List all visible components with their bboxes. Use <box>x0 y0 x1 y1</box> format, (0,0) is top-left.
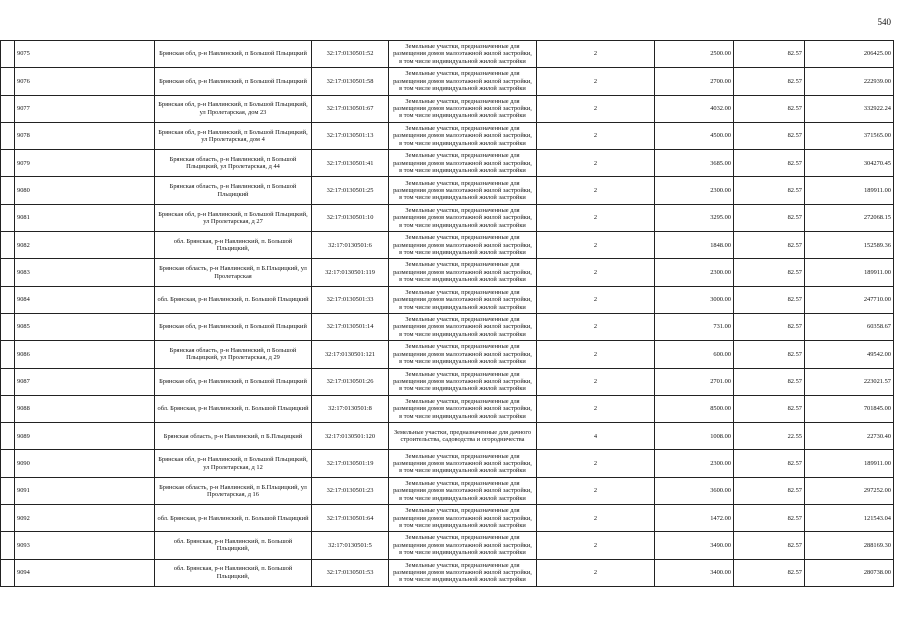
cadastral-value-cell: 288169.30 <box>805 532 894 559</box>
land-use-cell: Земельные участки, предназначенные для размещения домов малоэтажной жилой застройки, в том числе индивидуальной жилой застройки <box>389 313 537 340</box>
row-number-cell: 9087 <box>15 368 155 395</box>
cadastral-value-cell: 189911.00 <box>805 259 894 286</box>
row-marker-cell <box>1 532 15 559</box>
category-cell: 2 <box>537 95 655 122</box>
cadastral-value-cell: 297252.00 <box>805 477 894 504</box>
table-row <box>1 232 894 259</box>
area-cell: 600.00 <box>655 341 734 368</box>
land-use-cell: Земельные участки, предназначенные для размещения домов малоэтажной жилой застройки, в том числе индивидуальной жилой застройки <box>389 95 537 122</box>
category-cell: 2 <box>537 368 655 395</box>
specific-value-cell: 82.57 <box>734 477 805 504</box>
category-cell: 2 <box>537 505 655 532</box>
table-body <box>1 41 894 587</box>
area-cell: 2500.00 <box>655 41 734 68</box>
table-row <box>1 505 894 532</box>
table-row <box>1 177 894 204</box>
cadastral-value-cell: 371565.00 <box>805 122 894 149</box>
address-cell: Брянская обл, р-н Навлинский, п Большой Пльцицкий <box>155 368 312 395</box>
cadastral-number-cell: 32:17:0130501:33 <box>312 286 389 313</box>
area-cell: 2300.00 <box>655 259 734 286</box>
area-cell: 2300.00 <box>655 177 734 204</box>
cadastral-number-cell: 32:17:0130501:41 <box>312 150 389 177</box>
row-marker-cell <box>1 232 15 259</box>
row-number-cell: 9089 <box>15 423 155 450</box>
cadastral-value-cell: 222939.00 <box>805 68 894 95</box>
page-number: 540 <box>877 17 891 27</box>
row-marker-cell <box>1 368 15 395</box>
cadastral-number-cell: 32:17:0130501:26 <box>312 368 389 395</box>
table-row <box>1 559 894 586</box>
area-cell: 3400.00 <box>655 559 734 586</box>
cadastral-number-cell: 32:17:0130501:23 <box>312 477 389 504</box>
row-number-cell: 9093 <box>15 532 155 559</box>
cadastral-value-cell: 189911.00 <box>805 177 894 204</box>
category-cell: 2 <box>537 177 655 204</box>
cadastral-number-cell: 32:17:0130501:67 <box>312 95 389 122</box>
row-marker-cell <box>1 177 15 204</box>
cadastral-number-cell: 32:17:0130501:13 <box>312 122 389 149</box>
cadastral-number-cell: 32:17:0130501:25 <box>312 177 389 204</box>
area-cell: 1008.00 <box>655 423 734 450</box>
category-cell: 2 <box>537 41 655 68</box>
category-cell: 2 <box>537 450 655 477</box>
cadastral-value-cell: 223021.57 <box>805 368 894 395</box>
land-use-cell: Земельные участки, предназначенные для размещения домов малоэтажной жилой застройки, в том числе индивидуальной жилой застройки <box>389 368 537 395</box>
cadastral-value-cell: 121543.04 <box>805 505 894 532</box>
cadastral-value-cell: 304270.45 <box>805 150 894 177</box>
specific-value-cell: 22.55 <box>734 423 805 450</box>
row-number-cell: 9075 <box>15 41 155 68</box>
row-marker-cell <box>1 204 15 231</box>
row-number-cell: 9083 <box>15 259 155 286</box>
cadastral-value-cell: 206425.00 <box>805 41 894 68</box>
land-use-cell: Земельные участки, предназначенные для размещения домов малоэтажной жилой застройки, в том числе индивидуальной жилой застройки <box>389 395 537 422</box>
table-row <box>1 68 894 95</box>
specific-value-cell: 82.57 <box>734 286 805 313</box>
cadastral-number-cell: 32:17:0130501:121 <box>312 341 389 368</box>
cadastral-value-cell: 22730.40 <box>805 423 894 450</box>
cadastral-number-cell: 32:17:0130501:52 <box>312 41 389 68</box>
cadastral-value-table <box>0 40 894 587</box>
land-use-cell: Земельные участки, предназначенные для размещения домов малоэтажной жилой застройки, в том числе индивидуальной жилой застройки <box>389 41 537 68</box>
land-use-cell: Земельные участки, предназначенные для размещения домов малоэтажной жилой застройки, в том числе индивидуальной жилой застройки <box>389 122 537 149</box>
address-cell: обл. Брянская, р-н Навлинский, п. Большой Пльцицкий, <box>155 232 312 259</box>
row-marker-cell <box>1 313 15 340</box>
specific-value-cell: 82.57 <box>734 368 805 395</box>
specific-value-cell: 82.57 <box>734 450 805 477</box>
row-marker-cell <box>1 41 15 68</box>
row-marker-cell <box>1 259 15 286</box>
address-cell: Брянская обл, р-н Навлинский, п Большой Пльцицкий <box>155 41 312 68</box>
cadastral-value-cell: 189911.00 <box>805 450 894 477</box>
row-number-cell: 9079 <box>15 150 155 177</box>
category-cell: 2 <box>537 204 655 231</box>
row-number-cell: 9081 <box>15 204 155 231</box>
table-row <box>1 259 894 286</box>
category-cell: 2 <box>537 286 655 313</box>
address-cell: Брянская обл, р-н Навлинский, п Большой Пльцицкий, ул Пролетарская, д 12 <box>155 450 312 477</box>
row-marker-cell <box>1 477 15 504</box>
cadastral-number-cell: 32:17:0130501:64 <box>312 505 389 532</box>
row-number-cell: 9094 <box>15 559 155 586</box>
cadastral-number-cell: 32:17:0130501:58 <box>312 68 389 95</box>
area-cell: 3000.00 <box>655 286 734 313</box>
row-number-cell: 9084 <box>15 286 155 313</box>
area-cell: 1848.00 <box>655 232 734 259</box>
category-cell: 2 <box>537 150 655 177</box>
area-cell: 4500.00 <box>655 122 734 149</box>
row-number-cell: 9086 <box>15 341 155 368</box>
land-use-cell: Земельные участки, предназначенные для размещения домов малоэтажной жилой застройки, в том числе индивидуальной жилой застройки <box>389 177 537 204</box>
cadastral-number-cell: 32:17:0130501:8 <box>312 395 389 422</box>
row-number-cell: 9085 <box>15 313 155 340</box>
row-marker-cell <box>1 559 15 586</box>
cadastral-number-cell: 32:17:0130501:6 <box>312 232 389 259</box>
land-use-cell: Земельные участки, предназначенные для размещения домов малоэтажной жилой застройки, в том числе индивидуальной жилой застройки <box>389 532 537 559</box>
area-cell: 3685.00 <box>655 150 734 177</box>
land-use-cell: Земельные участки, предназначенные для размещения домов малоэтажной жилой застройки, в том числе индивидуальной жилой застройки <box>389 341 537 368</box>
land-use-cell: Земельные участки, предназначенные для размещения домов малоэтажной жилой застройки, в том числе индивидуальной жилой застройки <box>389 559 537 586</box>
row-number-cell: 9082 <box>15 232 155 259</box>
cadastral-number-cell: 32:17:0130501:119 <box>312 259 389 286</box>
cadastral-value-cell: 272068.15 <box>805 204 894 231</box>
category-cell: 2 <box>537 122 655 149</box>
specific-value-cell: 82.57 <box>734 259 805 286</box>
area-cell: 2700.00 <box>655 68 734 95</box>
row-marker-cell <box>1 341 15 368</box>
row-marker-cell <box>1 95 15 122</box>
land-use-cell: Земельные участки, предназначенные для размещения домов малоэтажной жилой застройки, в том числе индивидуальной жилой застройки <box>389 450 537 477</box>
row-number-cell: 9076 <box>15 68 155 95</box>
category-cell: 2 <box>537 259 655 286</box>
row-number-cell: 9092 <box>15 505 155 532</box>
row-marker-cell <box>1 122 15 149</box>
address-cell: обл. Брянская, р-н Навлинский, п. Большой Пльцицкий <box>155 395 312 422</box>
cadastral-number-cell: 32:17:0130501:120 <box>312 423 389 450</box>
table-row <box>1 286 894 313</box>
specific-value-cell: 82.57 <box>734 122 805 149</box>
category-cell: 2 <box>537 68 655 95</box>
category-cell: 2 <box>537 559 655 586</box>
category-cell: 2 <box>537 532 655 559</box>
area-cell: 3490.00 <box>655 532 734 559</box>
land-use-cell: Земельные участки, предназначенные для размещения домов малоэтажной жилой застройки, в том числе индивидуальной жилой застройки <box>389 259 537 286</box>
specific-value-cell: 82.57 <box>734 232 805 259</box>
category-cell: 2 <box>537 477 655 504</box>
row-number-cell: 9091 <box>15 477 155 504</box>
row-marker-cell <box>1 423 15 450</box>
category-cell: 2 <box>537 313 655 340</box>
address-cell: Брянская область, р-н Навлинский, п Большой Пльцицкий, ул Пролетарская, д 44 <box>155 150 312 177</box>
land-use-cell: Земельные участки, предназначенные для размещения домов малоэтажной жилой застройки, в том числе индивидуальной жилой застройки <box>389 232 537 259</box>
table-row <box>1 150 894 177</box>
table-row <box>1 204 894 231</box>
category-cell: 2 <box>537 341 655 368</box>
cadastral-number-cell: 32:17:0130501:14 <box>312 313 389 340</box>
specific-value-cell: 82.57 <box>734 505 805 532</box>
category-cell: 2 <box>537 395 655 422</box>
specific-value-cell: 82.57 <box>734 177 805 204</box>
area-cell: 8500.00 <box>655 395 734 422</box>
cadastral-value-cell: 152589.36 <box>805 232 894 259</box>
address-cell: Брянская обл, р-н Навлинский, п Большой Пльцицкий <box>155 313 312 340</box>
address-cell: Брянская область, р-н Навлинский, п Б.Пльцицкий <box>155 423 312 450</box>
area-cell: 2701.00 <box>655 368 734 395</box>
land-use-cell: Земельные участки, предназначенные для размещения домов малоэтажной жилой застройки, в том числе индивидуальной жилой застройки <box>389 477 537 504</box>
specific-value-cell: 82.57 <box>734 41 805 68</box>
cadastral-number-cell: 32:17:0130501:5 <box>312 532 389 559</box>
land-use-cell: Земельные участки, предназначенные для размещения домов малоэтажной жилой застройки, в том числе индивидуальной жилой застройки <box>389 286 537 313</box>
land-use-cell: Земельные участки, предназначенные для размещения домов малоэтажной жилой застройки, в том числе индивидуальной жилой застройки <box>389 204 537 231</box>
table-row <box>1 395 894 422</box>
row-number-cell: 9088 <box>15 395 155 422</box>
specific-value-cell: 82.57 <box>734 532 805 559</box>
row-number-cell: 9077 <box>15 95 155 122</box>
address-cell: Брянская обл, р-н Навлинский, п Большой Пльцицкий, ул Пролетарская, д 27 <box>155 204 312 231</box>
land-use-cell: Земельные участки, предназначенные для размещения домов малоэтажной жилой застройки, в том числе индивидуальной жилой застройки <box>389 505 537 532</box>
row-number-cell: 9078 <box>15 122 155 149</box>
land-use-cell: Земельные участки, предназначенные для дачного строительства, садоводства и огородничества <box>389 423 537 450</box>
cadastral-value-cell: 60358.67 <box>805 313 894 340</box>
row-marker-cell <box>1 68 15 95</box>
row-marker-cell <box>1 395 15 422</box>
area-cell: 3600.00 <box>655 477 734 504</box>
cadastral-value-cell: 280738.00 <box>805 559 894 586</box>
row-marker-cell <box>1 150 15 177</box>
table-row <box>1 313 894 340</box>
table-row <box>1 41 894 68</box>
row-marker-cell <box>1 286 15 313</box>
area-cell: 2300.00 <box>655 450 734 477</box>
category-cell: 4 <box>537 423 655 450</box>
table-row <box>1 122 894 149</box>
category-cell: 2 <box>537 232 655 259</box>
row-number-cell: 9090 <box>15 450 155 477</box>
address-cell: Брянская область, р-н Навлинский, п Большой Пльцицкий, ул Пролетарская, д 29 <box>155 341 312 368</box>
cadastral-value-cell: 247710.00 <box>805 286 894 313</box>
row-marker-cell <box>1 450 15 477</box>
address-cell: Брянская обл, р-н Навлинский, п Большой Пльцицкий <box>155 68 312 95</box>
table-row <box>1 423 894 450</box>
address-cell: Брянская область, р-н Навлинский, п Б.Пльцицкий, ул Пролетарская, д 16 <box>155 477 312 504</box>
table-row <box>1 95 894 122</box>
row-marker-cell <box>1 505 15 532</box>
specific-value-cell: 82.57 <box>734 559 805 586</box>
row-number-cell: 9080 <box>15 177 155 204</box>
address-cell: Брянская область, р-н Навлинский, п Большой Пльцицкий <box>155 177 312 204</box>
specific-value-cell: 82.57 <box>734 341 805 368</box>
area-cell: 731.00 <box>655 313 734 340</box>
address-cell: Брянская обл, р-н Навлинский, п Большой Пльцицкий, ул Пролетарская, дом 4 <box>155 122 312 149</box>
table-row <box>1 368 894 395</box>
address-cell: Брянская область, р-н Навлинский, п Б.Пльцицкий, ул Пролетарская <box>155 259 312 286</box>
table-row <box>1 477 894 504</box>
cadastral-number-cell: 32:17:0130501:10 <box>312 204 389 231</box>
area-cell: 3295.00 <box>655 204 734 231</box>
area-cell: 1472.00 <box>655 505 734 532</box>
land-use-cell: Земельные участки, предназначенные для размещения домов малоэтажной жилой застройки, в том числе индивидуальной жилой застройки <box>389 150 537 177</box>
cadastral-number-cell: 32:17:0130501:19 <box>312 450 389 477</box>
specific-value-cell: 82.57 <box>734 313 805 340</box>
table-row <box>1 532 894 559</box>
address-cell: обл. Брянская, р-н Навлинский, п. Большой Пльцицкий, <box>155 559 312 586</box>
cadastral-value-cell: 701845.00 <box>805 395 894 422</box>
table-row <box>1 341 894 368</box>
specific-value-cell: 82.57 <box>734 150 805 177</box>
address-cell: Брянская обл, р-н Навлинский, п Большой Пльцицкий, ул Пролетарская, дом 23 <box>155 95 312 122</box>
specific-value-cell: 82.57 <box>734 95 805 122</box>
specific-value-cell: 82.57 <box>734 395 805 422</box>
address-cell: обл. Брянская, р-н Навлинский, п. Большой Пльцицкий, <box>155 532 312 559</box>
table-row <box>1 450 894 477</box>
land-use-cell: Земельные участки, предназначенные для размещения домов малоэтажной жилой застройки, в том числе индивидуальной жилой застройки <box>389 68 537 95</box>
address-cell: обл. Брянская, р-н Навлинский, п. Большой Пльцицкий <box>155 505 312 532</box>
cadastral-value-cell: 49542.00 <box>805 341 894 368</box>
area-cell: 4032.00 <box>655 95 734 122</box>
specific-value-cell: 82.57 <box>734 204 805 231</box>
cadastral-value-cell: 332922.24 <box>805 95 894 122</box>
specific-value-cell: 82.57 <box>734 68 805 95</box>
address-cell: обл. Брянская, р-н Навлинский, п. Большой Пльцицкий <box>155 286 312 313</box>
cadastral-number-cell: 32:17:0130501:53 <box>312 559 389 586</box>
